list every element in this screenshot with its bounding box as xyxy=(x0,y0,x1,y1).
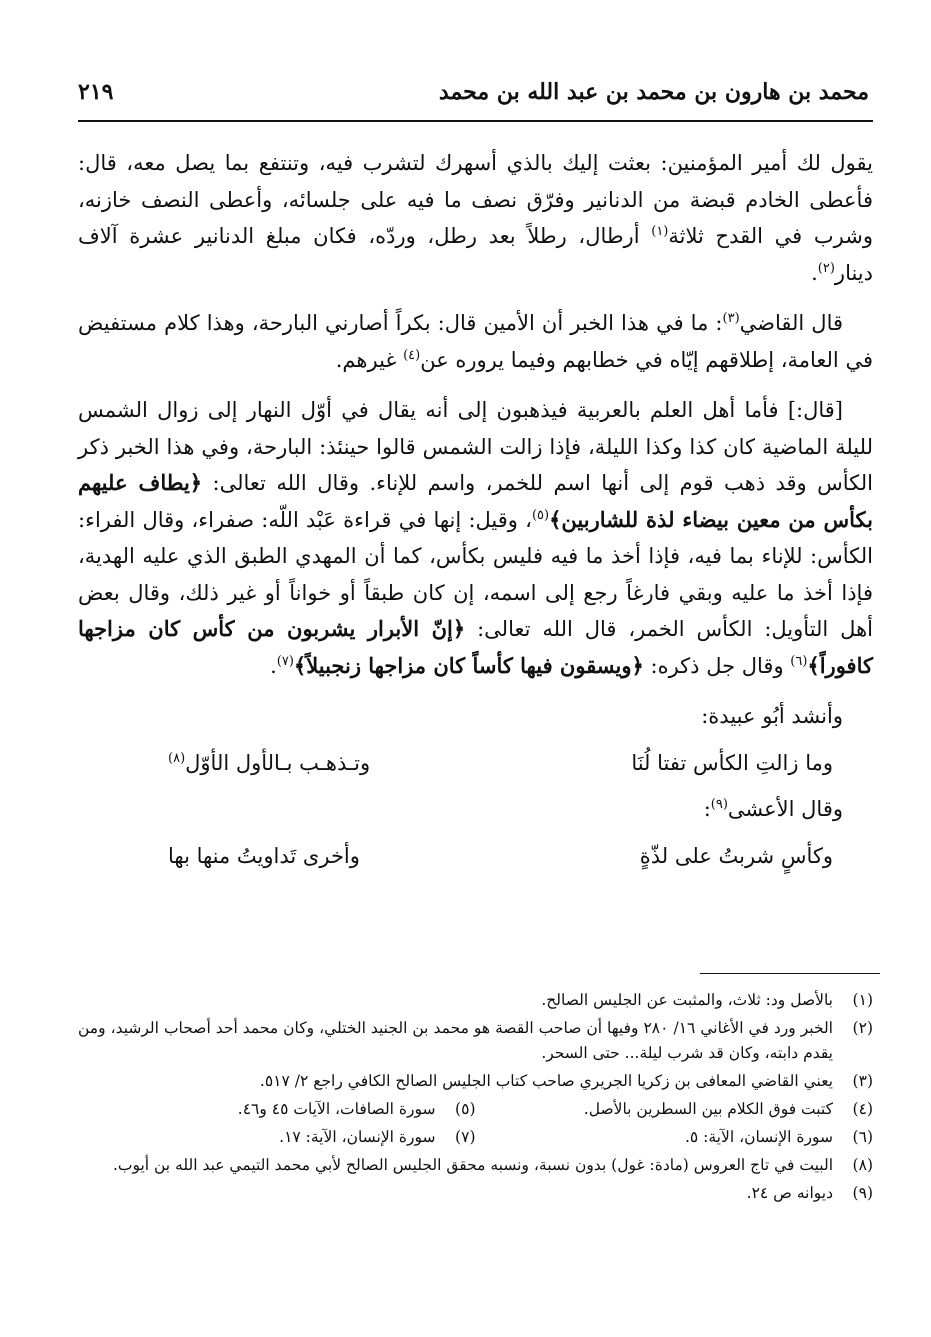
page-number: ٢١٩ xyxy=(78,79,114,105)
footnote-text: سورة الصافات، الآيات ٤٥ و٤٦. xyxy=(237,1100,436,1118)
footnote-number: (٦) xyxy=(852,1128,873,1146)
footnote-number: (٩) xyxy=(852,1184,873,1202)
footnote-number: (٨) xyxy=(852,1156,873,1174)
verse-line-2 xyxy=(78,838,873,875)
footnote-ref: (٣) xyxy=(722,311,740,326)
verse-line-1 xyxy=(78,745,873,782)
paragraph-text: قال القاضي xyxy=(739,311,844,335)
paragraph-text: ، وقيل: إنها في قراءة عَبْد اللّه: صفراء، وقال الفراء: الكأس: للإناء بما فيه، فإذا أخذ ما فيه فليس بكأس، كما أن المهدي الطبق الذي عليه الهدية، فإذا أخذ ما عليه وبقي فارغاً رجع إلى اسمه، إن كان طبقاً أو خواناً أو غير ذلك، وقال بعض أهل التأويل: الكأس الخمر، قال الله تعالى: xyxy=(78,507,873,641)
running-title: محمد بن هارون بن محمد بن عبد الله بن محمد xyxy=(438,79,869,105)
quran-quote: ﴿إنّ الأبرار يشربون من كأس كان مزاجها كافوراً﴾ xyxy=(78,616,873,678)
footnote-ref: (٩) xyxy=(710,797,728,812)
footnote-text: يعني القاضي المعافى بن زكريا الجريري صاحب كتاب الجليس الصالح الكافي راجع ٢/ ٥١٧. xyxy=(259,1072,833,1090)
paragraph-text: [قال:] فأما أهل العلم بالعربية فيذهبون إلى أنه يقال في أوّل النهار إلى زوال الشمس لليلة الماضية كان كذا وكذا الليلة، فإذا زالت الشمس قالوا حينئذ: البارحة، وفي هذا الخبر ذكر الكأس وقد ذهب قوم إلى أنها اسم للخمر، واسم للإناء. وقال الله تعالى: xyxy=(78,398,873,495)
quran-quote: ﴿يطاف عليهم بكأس من معين بيضاء لذة للشاربين﴾ xyxy=(78,470,873,532)
footnote-ref: (٤) xyxy=(403,347,421,363)
footnote-item xyxy=(78,988,873,1013)
verse-intro-text: وقال الأعشى xyxy=(727,797,843,821)
footnote-item xyxy=(78,1181,873,1206)
footnotes xyxy=(78,988,873,1209)
footnote-item xyxy=(476,1125,874,1150)
footnote-text: سورة الإنسان، الآية: ٥. xyxy=(684,1128,833,1146)
page-header xyxy=(78,72,869,112)
footnote-item xyxy=(476,1097,874,1122)
footnote-number: (٥) xyxy=(455,1100,476,1118)
verse-text: وتـذهـب بـالأول الأوّل xyxy=(185,750,371,775)
paragraph-text: . xyxy=(270,653,277,678)
footnote-number: (٣) xyxy=(852,1072,873,1090)
footnote-text: البيت في تاج العروس (مادة: غول) بدون نسبة، ونسبه محقق الجليس الصالح لأبي محمد التيمي عبد الله بن أيوب. xyxy=(112,1156,833,1174)
footnote-text: ديوانه ص ٢٤. xyxy=(746,1184,833,1202)
footnote-text: كتبت فوق الكلام بين السطرين بالأصل. xyxy=(583,1100,833,1118)
verse-intro-2 xyxy=(78,791,873,828)
paragraph-3 xyxy=(78,392,873,684)
paragraph-text: : ما في هذا الخبر أن الأمين قال: بكراً أصارني البارحة، وهذا كلام مستفيض في العامة، إطلاقهم إيّاه في خطابهم وفيما يروره عن xyxy=(78,311,873,372)
footnote-ref: (٢) xyxy=(817,260,835,276)
paragraph-text: غيرهم. xyxy=(335,347,404,372)
footnote-ref: (٧) xyxy=(276,653,294,669)
footnote-ref: (٦) xyxy=(790,653,808,669)
footnote-item xyxy=(78,1097,476,1122)
footnote-text: الخبر ورد في الأغاني ١٦/ ٢٨٠ وفيها أن صاحب القصة هو محمد بن الجنيد الختلي، وكان محمد أحد أصحاب الرشيد، ومن يقدم دابته، وكان قد شرب ليلة... حتى السحر. xyxy=(78,1019,833,1062)
footnote-ref: (٨) xyxy=(168,750,186,766)
paragraph-text: . xyxy=(811,260,818,285)
footnote-item xyxy=(78,1069,873,1094)
verse-hemistich-right: وكأسٍ شربتُ على لذّةٍ xyxy=(639,843,833,868)
footnote-number: (١) xyxy=(852,991,873,1009)
footnote-item xyxy=(78,1016,873,1066)
verse-hemistich-left xyxy=(168,745,370,782)
verse-hemistich-left: وأخرى تَداويتُ منها بها xyxy=(168,843,360,868)
footnote-ref: (١) xyxy=(651,224,669,239)
paragraph-1 xyxy=(78,145,873,291)
footnote-item xyxy=(78,1125,476,1150)
verse-hemistich-right: وما زالتِ الكأس تفتا لُنَا xyxy=(631,750,833,775)
verse-intro-1: وأنشد أبُو عبيدة: xyxy=(701,704,843,728)
paragraph-text: أرطال، رطلاً بعد رطل، وردّه، فكان مبلغ الدنانير عشرة آلاف دينار xyxy=(78,224,873,285)
footnote-number: (٧) xyxy=(455,1128,476,1146)
header-rule xyxy=(78,120,873,122)
footnote-ref: (٥) xyxy=(531,507,550,523)
main-text xyxy=(78,145,873,884)
footnote-text: سورة الإنسان، الآية: ١٧. xyxy=(279,1128,436,1146)
footnote-number: (٢) xyxy=(852,1019,873,1037)
footnote-text: بالأصل ود: ثلاث، والمثبت عن الجليس الصالح. xyxy=(541,991,833,1009)
paragraph-text: وقال جل ذكره: xyxy=(643,653,791,678)
footnote-pair xyxy=(78,1097,873,1122)
verse-intro-text: : xyxy=(703,797,711,821)
footnote-rule xyxy=(700,973,880,974)
footnote-number: (٤) xyxy=(852,1100,873,1118)
paragraph-text: يقول لك أمير المؤمنين: بعثت إليك بالذي أسهرك لتشرب فيه، وتنتفع بما يصل معه، قال: فأعطى الخادم قبضة من الدنانير وفرّق نصف ما فيه على جلسائه، وأعطى النصف خازنه، وشرب في القدح ثلاثة xyxy=(78,151,873,248)
paragraph-2 xyxy=(78,305,873,378)
quran-quote: ﴿ويسقون فيها كأساً كان مزاجها زنجبيلاً﴾ xyxy=(293,652,644,678)
footnote-item xyxy=(78,1153,873,1178)
footnote-pair xyxy=(78,1125,873,1150)
